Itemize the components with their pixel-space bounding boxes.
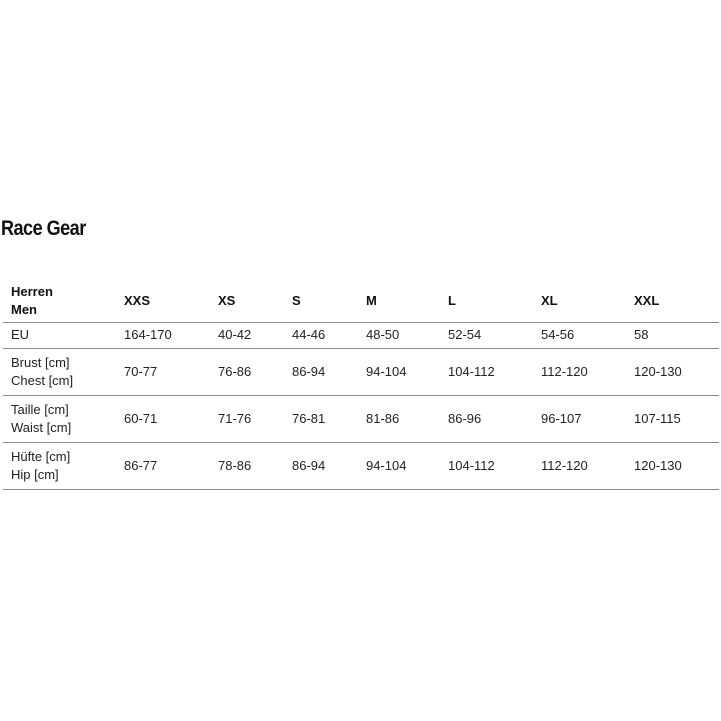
table-cell: 112-120 (533, 442, 626, 489)
row-label-en: Chest [cm] (11, 372, 74, 388)
page-title: Race Gear (1, 217, 86, 240)
row-label-de: Hüfte [cm] (11, 448, 71, 464)
table-cell: 86-94 (284, 348, 358, 395)
table-cell: 94-104 (358, 442, 440, 489)
header-label-cell (3, 280, 116, 322)
size-header-m: M (358, 280, 440, 322)
table-cell: 58 (626, 322, 719, 348)
table-cell: 60-71 (116, 395, 210, 442)
table-cell: 76-81 (284, 395, 358, 442)
table-cell: 86-94 (284, 442, 358, 489)
table-cell: 76-86 (210, 348, 284, 395)
table-cell: 70-77 (116, 348, 210, 395)
table-row-hip (3, 442, 719, 489)
table-row-eu (3, 322, 719, 348)
size-chart-table (3, 280, 719, 490)
table-cell: 52-54 (440, 322, 533, 348)
table-cell: 104-112 (440, 348, 533, 395)
table-cell: 96-107 (533, 395, 626, 442)
table-row-waist (3, 395, 719, 442)
size-header-xxs: XXS (116, 280, 210, 322)
row-label (3, 348, 116, 395)
table-cell: 86-77 (116, 442, 210, 489)
table-cell: 112-120 (533, 348, 626, 395)
table-cell: 78-86 (210, 442, 284, 489)
table-cell: 86-96 (440, 395, 533, 442)
header-label-en: Men (11, 301, 37, 317)
row-label-en: Waist [cm] (11, 419, 72, 435)
size-header-xl: XL (533, 280, 626, 322)
table-cell: 120-130 (626, 442, 719, 489)
table-cell: 48-50 (358, 322, 440, 348)
table-cell: 71-76 (210, 395, 284, 442)
size-header-xxl: XXL (626, 280, 719, 322)
size-header-l: L (440, 280, 533, 322)
row-label: EU (3, 322, 116, 348)
size-header-xs: XS (210, 280, 284, 322)
table-row-chest (3, 348, 719, 395)
row-label (3, 442, 116, 489)
table-cell: 54-56 (533, 322, 626, 348)
table-cell: 44-46 (284, 322, 358, 348)
table-cell: 120-130 (626, 348, 719, 395)
table-cell: 164-170 (116, 322, 210, 348)
row-label-de: Brust [cm] (11, 354, 70, 370)
table-cell: 40-42 (210, 322, 284, 348)
row-label-de: Taille [cm] (11, 401, 69, 417)
table-cell: 104-112 (440, 442, 533, 489)
table-cell: 94-104 (358, 348, 440, 395)
header-label-de: Herren (11, 283, 53, 299)
size-header-s: S (284, 280, 358, 322)
row-label-en: Hip [cm] (11, 466, 59, 482)
row-label (3, 395, 116, 442)
table-header-row (3, 280, 719, 322)
table-cell: 81-86 (358, 395, 440, 442)
table-cell: 107-115 (626, 395, 719, 442)
